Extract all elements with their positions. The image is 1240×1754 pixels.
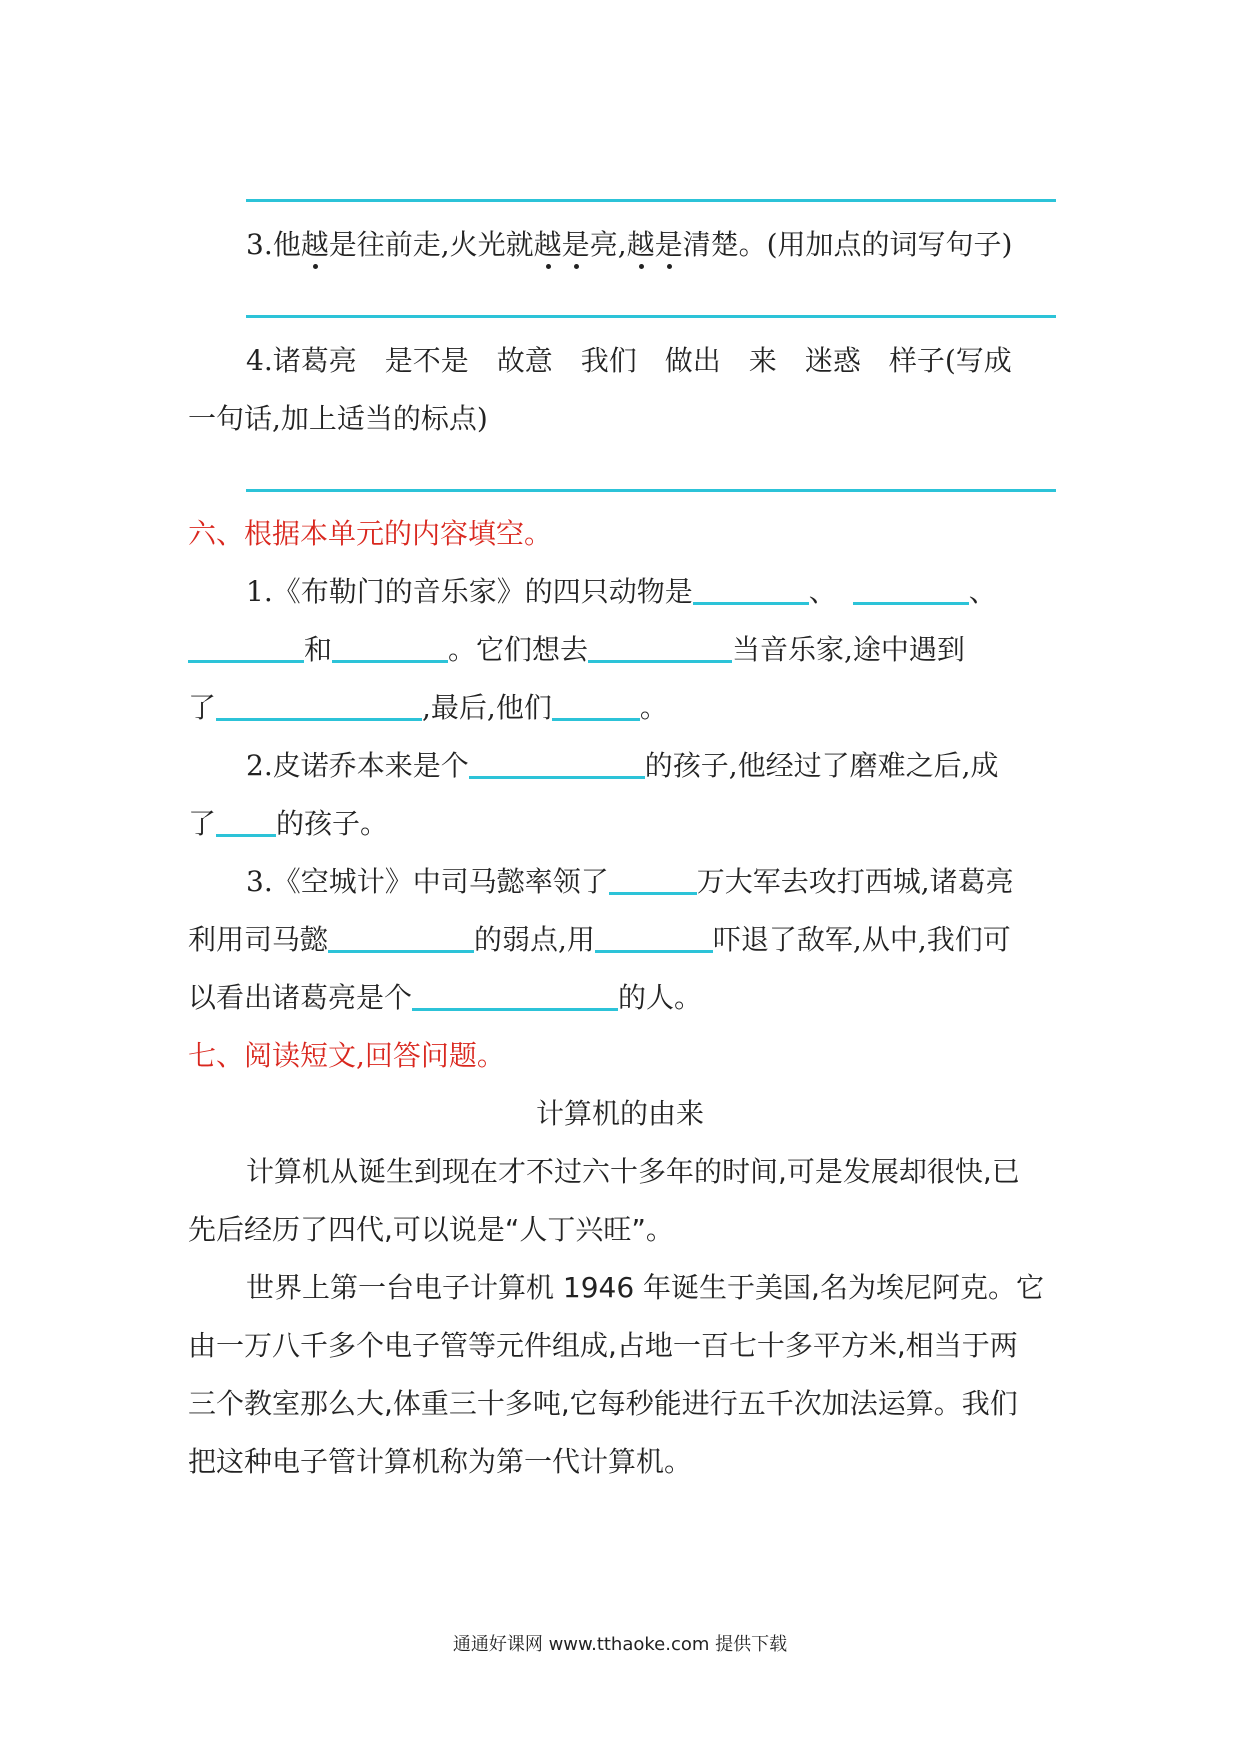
passage-p1-line1: 计算机从诞生到现在才不过六十多年的时间,可是发展却很快,已 (246, 1155, 1020, 1188)
fill-blank[interactable] (328, 920, 474, 953)
q5-item4: 4.诸葛亮 是不是 故意 我们 做出 来 迷惑 样子(写成 (246, 344, 1012, 377)
fill-blank[interactable] (853, 572, 969, 605)
fill-blank[interactable] (216, 688, 422, 721)
s6-item1-line1: 1.《布勒门的音乐家》的四只动物是 、 、 (246, 572, 997, 612)
answer-line-3[interactable] (246, 315, 1056, 318)
dotted-char: 越 (533, 228, 562, 261)
answer-line-4[interactable] (246, 489, 1056, 492)
s6-item3-line1: 3.《空城计》中司马懿率领了 万大军去攻打西城,诸葛亮 (246, 862, 1014, 902)
fill-blank[interactable] (609, 862, 697, 895)
passage-p2-line4: 把这种电子管计算机称为第一代计算机。 (188, 1445, 693, 1478)
passage-p2-line3: 三个教室那么大,体重三十多吨,它每秒能进行五千次加法运算。我们 (188, 1387, 1018, 1420)
fill-blank[interactable] (588, 630, 732, 663)
passage-p2-line1: 世界上第一台电子计算机 1946 年诞生于美国,名为埃尼阿克。它 (246, 1271, 1044, 1304)
dotted-char: 越 (626, 228, 655, 261)
dotted-char: 是 (561, 228, 590, 261)
fill-blank[interactable] (693, 572, 809, 605)
section6-title: 六、根据本单元的内容填空。 (188, 517, 553, 550)
q5-item3: 3.他越是往前走,火光就越是亮,越是清楚。(用加点的词写句子) (246, 228, 1013, 261)
s6-item1-line3: 了 ,最后,他们 。 (188, 688, 668, 728)
fill-blank[interactable] (412, 978, 618, 1011)
fill-blank[interactable] (552, 688, 640, 721)
fill-blank[interactable] (216, 804, 276, 837)
passage-p2-line2: 由一万八千多个电子管等元件组成,占地一百七十多平方米,相当于两 (188, 1329, 1018, 1362)
dotted-char: 越 (300, 228, 329, 261)
page-footer: 通通好课网 www.tthaoke.com 提供下载 (452, 1634, 788, 1655)
dotted-char: 是 (654, 228, 683, 261)
s6-item3-line2: 利用司马懿 的弱点,用 吓退了敌军,从中,我们可 (188, 920, 1011, 960)
passage-title: 计算机的由来 (535, 1097, 704, 1130)
section7-title: 七、阅读短文,回答问题。 (188, 1039, 505, 1072)
passage-p1-line2: 先后经历了四代,可以说是“人丁兴旺”。 (188, 1213, 674, 1246)
fill-blank[interactable] (188, 630, 304, 663)
fill-blank[interactable] (469, 746, 645, 779)
s6-item2-line1: 2.皮诺乔本来是个 的孩子,他经过了磨难之后,成 (246, 746, 999, 786)
s6-item2-line2: 了 的孩子。 (188, 804, 388, 844)
s6-item3-line3: 以看出诸葛亮是个 的人。 (188, 978, 702, 1018)
answer-line-2[interactable] (246, 199, 1056, 202)
fill-blank[interactable] (595, 920, 713, 953)
s6-item1-line2: 和 。它们想去 当音乐家,途中遇到 (188, 630, 965, 670)
fill-blank[interactable] (332, 630, 448, 663)
q5-item4-cont: 一句话,加上适当的标点) (188, 402, 488, 435)
